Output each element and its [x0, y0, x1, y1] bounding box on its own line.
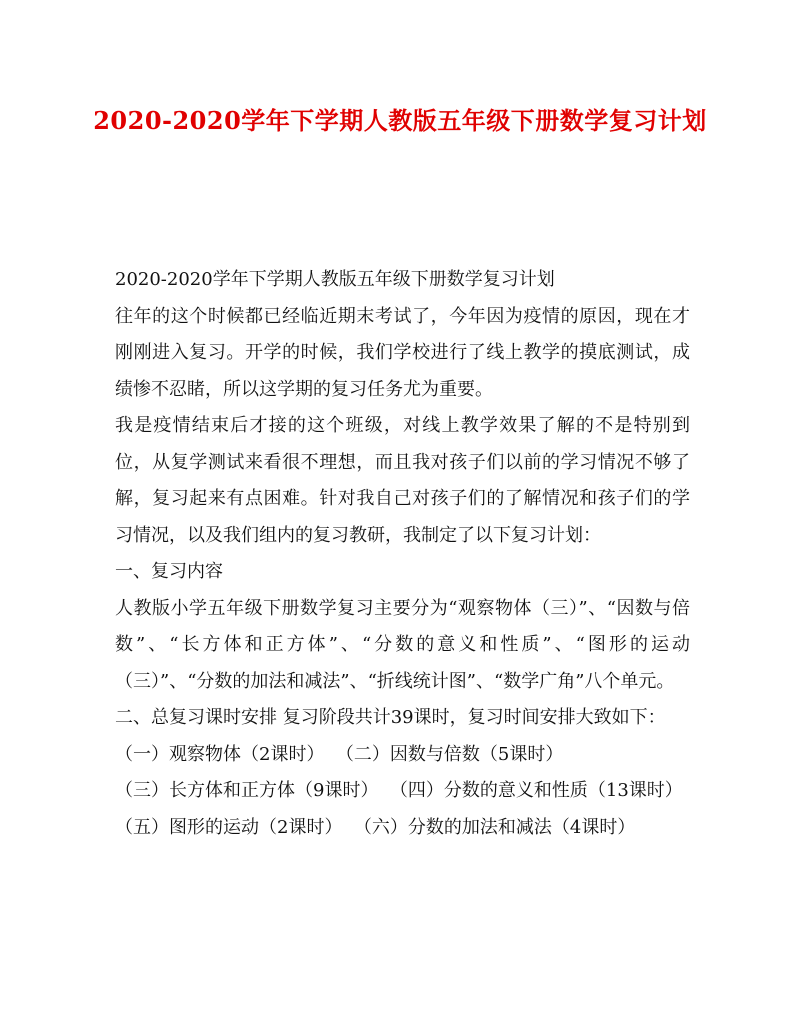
- paragraph-intro: 往年的这个时候都已经临近期末考试了，今年因为疫情的原因，现在才刚刚进入复习。开学的时候，我们学校进行了线上教学的摸底测试，成绩惨不忍睹，所以这学期的复习任务尤为重要。: [115, 305, 690, 400]
- document-body: [115, 262, 690, 846]
- schedule-line-2: （三）长方体和正方体（9课时） （四）分数的意义和性质（13课时）: [115, 780, 683, 801]
- body-heading: 2020-2020学年下学期人教版五年级下册数学复习计划: [115, 269, 555, 290]
- paragraph-units: 人教版小学五年级下册数学复习主要分为“观察物体（三）”、“因数与倍数”、“长方体和正方体”、“分数的意义和性质”、“图形的运动（三）”、“分数的加法和减法”、“折线统计图”、“数学广角”八个单元。: [115, 597, 690, 692]
- document-title: 2020-2020学年下学期人教版五年级下册数学复习计划: [93, 106, 707, 135]
- schedule-line-1: （一）观察物体（2课时） （二）因数与倍数（5课时）: [115, 743, 564, 765]
- section-heading-schedule: 二、总复习课时安排 复习阶段共计39课时，复习时间安排大致如下：: [115, 707, 666, 728]
- paragraph-situation: 我是疫情结束后才接的这个班级，对线上教学效果了解的不是特别到位，从复学测试来看很不理想，而且我对孩子们以前的学习情况不够了解，复习起来有点困难。针对我自己对孩子们的了解情况和孩子们的学习情况，以及我们组内的复习教研，我制定了以下复习计划：: [115, 415, 690, 546]
- schedule-line-3: （五）图形的运动（2课时） （六）分数的加法和减法（4课时）: [115, 816, 636, 838]
- section-heading-content: 一、复习内容: [115, 561, 223, 582]
